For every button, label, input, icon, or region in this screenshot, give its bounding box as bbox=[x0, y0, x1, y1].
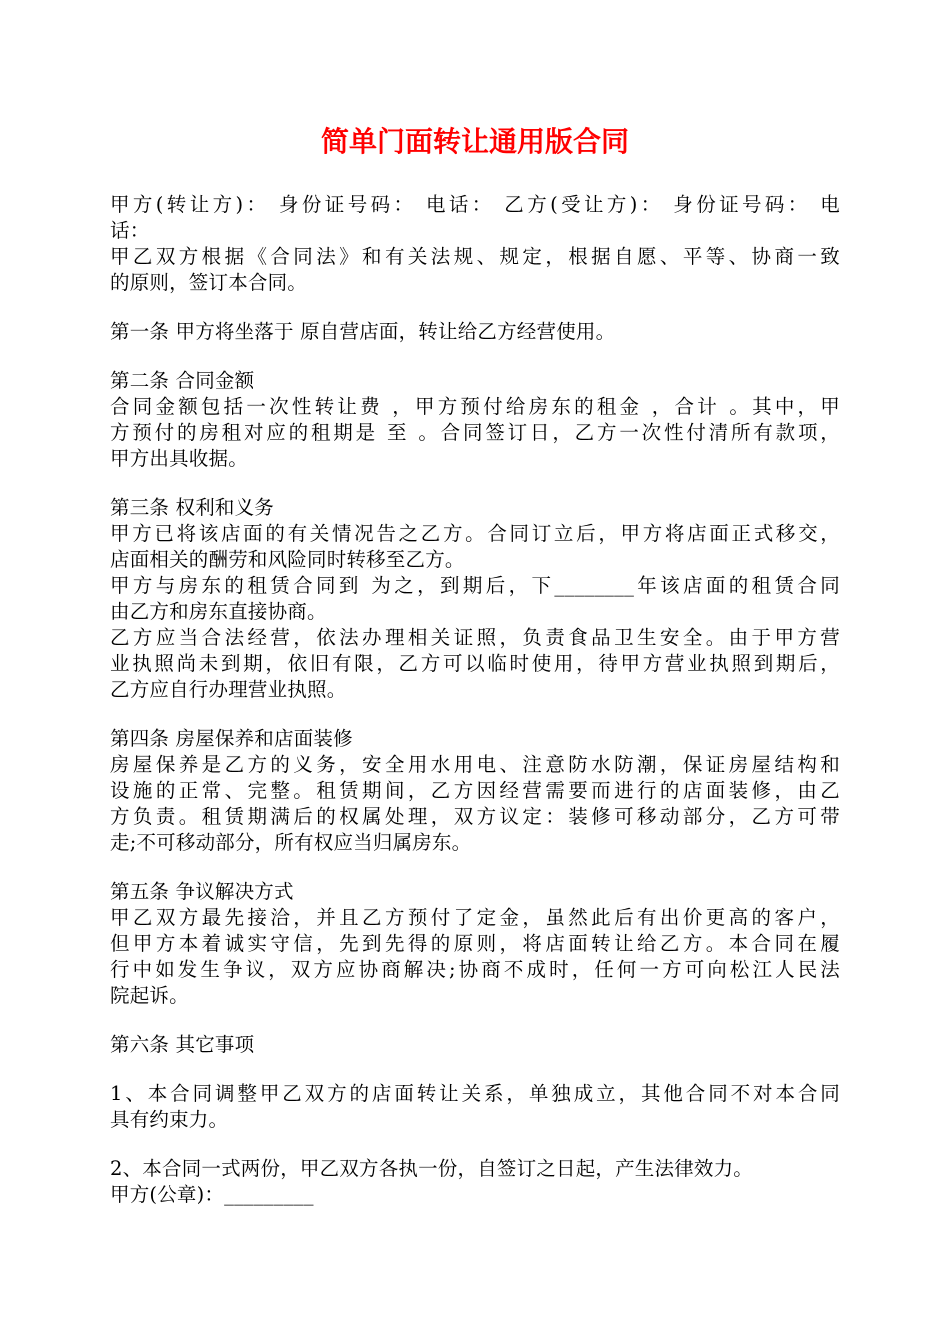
signature-line-party-a: 甲方(公章)：_________ bbox=[110, 1183, 314, 1206]
paragraph-gap bbox=[110, 1058, 840, 1081]
article-2-line: 甲方出具收据。 bbox=[110, 447, 248, 470]
article-4-line: 方负责。租赁期满后的权属处理，双方议定：装修可移动部分，乙方可带 bbox=[110, 805, 840, 828]
article-5-line: 但甲方本着诚实守信，先到先得的原则，将店面转让给乙方。本合同在履 bbox=[110, 932, 840, 955]
article-2-line: 合同金额包括一次性转让费 ，甲方预付给房东的租金 ，合计 。其中，甲 bbox=[110, 395, 840, 418]
article-6-item-1-line: 具有约束力。 bbox=[110, 1108, 229, 1131]
article-5-line: 甲乙双方最先接洽，并且乙方预付了定金，虽然此后有出价更高的客户， bbox=[110, 906, 840, 929]
article-3-heading: 第三条 权利和义务 bbox=[110, 496, 274, 519]
paragraph-gap bbox=[110, 472, 840, 495]
intro-line: 甲乙双方根据《合同法》和有关法规、规定，根据自愿、平等、协商一致 bbox=[110, 245, 840, 268]
article-2-line: 方预付的房租对应的租期是 至 。合同签订日，乙方一次性付清所有款项， bbox=[110, 421, 840, 444]
article-6-item-1-line: 1、本合同调整甲乙双方的店面转让关系，单独成立，其他合同不对本合同 bbox=[110, 1082, 840, 1105]
intro-line: 话： bbox=[110, 219, 150, 242]
article-6-item-2: 2、本合同一式两份，甲乙双方各执一份，自签订之日起，产生法律效力。 bbox=[110, 1157, 754, 1180]
article-3-line: 乙方应自行办理营业执照。 bbox=[110, 678, 347, 701]
paragraph-gap bbox=[110, 296, 840, 319]
article-4-heading: 第四条 房屋保养和店面装修 bbox=[110, 727, 353, 750]
paragraph-gap bbox=[110, 345, 840, 368]
intro-line: 的原则，签订本合同。 bbox=[110, 271, 308, 294]
article-6-heading: 第六条 其它事项 bbox=[110, 1033, 255, 1056]
article-1-text: 第一条 甲方将坐落于 原自营店面，转让给乙方经营使用。 bbox=[110, 320, 616, 343]
contract-body bbox=[110, 192, 840, 1208]
paragraph-gap bbox=[110, 1009, 840, 1032]
article-4-line: 设施的正常、完整。租赁期间，乙方因经营需要而进行的店面装修，由乙 bbox=[110, 779, 840, 802]
paragraph-gap bbox=[110, 1133, 840, 1156]
article-5-heading: 第五条 争议解决方式 bbox=[110, 880, 294, 903]
intro-line: 甲方(转让方)： 身份证号码： 电话： 乙方(受让方)： 身份证号码： 电 bbox=[110, 193, 840, 216]
article-4-line: 走;不可移动部分，所有权应当归属房东。 bbox=[110, 831, 472, 854]
document-title: 简单门面转让通用版合同 bbox=[320, 125, 629, 158]
paragraph-gap bbox=[110, 856, 840, 879]
article-3-line: 由乙方和房东直接协商。 bbox=[110, 600, 327, 623]
article-5-line: 院起诉。 bbox=[110, 984, 189, 1007]
article-5-line: 行中如发生争议，双方应协商解决;协商不成时，任何一方可向松江人民法 bbox=[110, 958, 840, 981]
paragraph-gap bbox=[110, 703, 840, 726]
article-3-line: 甲方与房东的租赁合同到 为之，到期后，下________年该店面的租赁合同 bbox=[110, 574, 840, 597]
article-4-line: 房屋保养是乙方的义务，安全用水用电、注意防水防潮，保证房屋结构和 bbox=[110, 753, 840, 776]
article-2-heading: 第二条 合同金额 bbox=[110, 369, 255, 392]
article-3-line: 乙方应当合法经营，依法办理相关证照，负责食品卫生安全。由于甲方营 bbox=[110, 626, 840, 649]
article-3-line: 甲方已将该店面的有关情况告之乙方。合同订立后，甲方将店面正式移交， bbox=[110, 522, 840, 545]
article-3-line: 业执照尚未到期，依旧有限，乙方可以临时使用，待甲方营业执照到期后， bbox=[110, 652, 840, 675]
article-3-line: 店面相关的酬劳和风险同时转移至乙方。 bbox=[110, 548, 465, 571]
